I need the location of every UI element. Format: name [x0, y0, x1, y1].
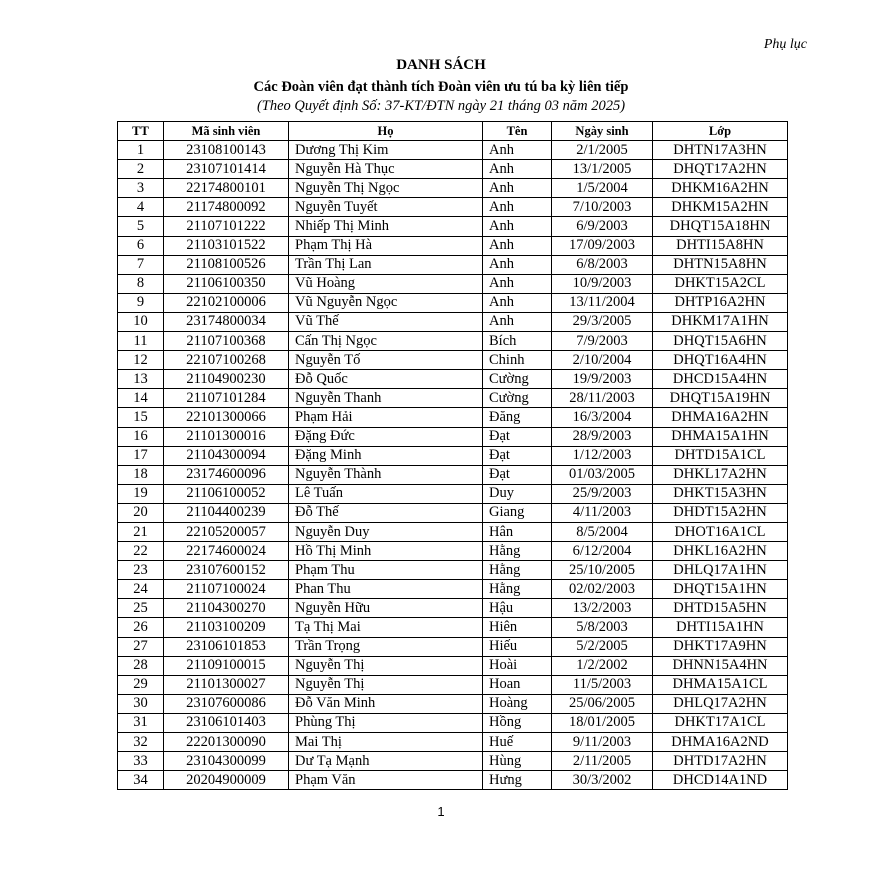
class-code: DHKT15A3HN	[653, 484, 788, 503]
class-code: DHMA16A2HN	[653, 408, 788, 427]
table-row	[118, 694, 788, 713]
birth-date: 1/2/2002	[552, 656, 653, 675]
table-row	[118, 752, 788, 771]
student-id: 22105200057	[164, 522, 289, 541]
student-id: 21104900230	[164, 370, 289, 389]
surname: Đỗ Thế	[289, 503, 483, 522]
document-subtitle: Các Đoàn viên đạt thành tích Đoàn viên ưu tú ba kỳ liên tiếp	[253, 79, 629, 95]
student-id: 21101300016	[164, 427, 289, 446]
class-code: DHQT16A4HN	[653, 351, 788, 370]
member-table	[117, 121, 788, 790]
birth-date: 13/2/2003	[552, 599, 653, 618]
class-code: DHTD15A5HN	[653, 599, 788, 618]
student-id: 23107101414	[164, 160, 289, 179]
row-number: 1	[118, 141, 164, 160]
class-code: DHCD15A4HN	[653, 370, 788, 389]
table-row	[118, 503, 788, 522]
given-name: Huế	[483, 733, 552, 752]
surname: Dư Tạ Mạnh	[289, 752, 483, 771]
column-surname: Họ	[289, 122, 483, 141]
birth-date: 29/3/2005	[552, 312, 653, 331]
row-number: 25	[118, 599, 164, 618]
birth-date: 01/03/2005	[552, 465, 653, 484]
surname: Nguyễn Thị	[289, 675, 483, 694]
given-name: Anh	[483, 255, 552, 274]
given-name: Duy	[483, 484, 552, 503]
given-name: Hưng	[483, 771, 552, 790]
student-id: 21104300270	[164, 599, 289, 618]
surname: Đặng Minh	[289, 446, 483, 465]
surname: Mai Thị	[289, 733, 483, 752]
student-id: 23174600096	[164, 465, 289, 484]
birth-date: 2/1/2005	[552, 141, 653, 160]
surname: Đỗ Văn Minh	[289, 694, 483, 713]
row-number: 32	[118, 733, 164, 752]
column-tt: TT	[118, 122, 164, 141]
table-row	[118, 332, 788, 351]
birth-date: 4/11/2003	[552, 503, 653, 522]
surname: Vũ Nguyễn Ngọc	[289, 293, 483, 312]
row-number: 29	[118, 675, 164, 694]
given-name: Anh	[483, 274, 552, 293]
student-id: 23107600152	[164, 561, 289, 580]
given-name: Hoàng	[483, 694, 552, 713]
birth-date: 6/12/2004	[552, 542, 653, 561]
row-number: 5	[118, 217, 164, 236]
row-number: 13	[118, 370, 164, 389]
student-id: 23108100143	[164, 141, 289, 160]
given-name: Cường	[483, 370, 552, 389]
given-name: Hùng	[483, 752, 552, 771]
surname: Phan Thu	[289, 580, 483, 599]
row-number: 4	[118, 198, 164, 217]
table-row	[118, 484, 788, 503]
table-row	[118, 198, 788, 217]
student-id: 23174800034	[164, 312, 289, 331]
birth-date: 25/9/2003	[552, 484, 653, 503]
surname: Nguyễn Thị	[289, 656, 483, 675]
table-row	[118, 179, 788, 198]
column-given-name: Tên	[483, 122, 552, 141]
given-name: Giang	[483, 503, 552, 522]
birth-date: 7/9/2003	[552, 332, 653, 351]
class-code: DHMA16A2ND	[653, 733, 788, 752]
student-id: 23106101403	[164, 713, 289, 732]
student-id: 21103101522	[164, 236, 289, 255]
student-id: 21174800092	[164, 198, 289, 217]
given-name: Hân	[483, 522, 552, 541]
surname: Nguyễn Tố	[289, 351, 483, 370]
class-code: DHQT17A2HN	[653, 160, 788, 179]
row-number: 8	[118, 274, 164, 293]
given-name: Anh	[483, 141, 552, 160]
class-code: DHKT17A9HN	[653, 637, 788, 656]
given-name: Đạt	[483, 427, 552, 446]
birth-date: 10/9/2003	[552, 274, 653, 293]
surname: Đặng Đức	[289, 427, 483, 446]
birth-date: 17/09/2003	[552, 236, 653, 255]
birth-date: 2/11/2005	[552, 752, 653, 771]
table-row	[118, 274, 788, 293]
surname: Phạm Thu	[289, 561, 483, 580]
birth-date: 30/3/2002	[552, 771, 653, 790]
class-code: DHKM17A1HN	[653, 312, 788, 331]
page-number: 1	[437, 804, 445, 819]
table-row	[118, 618, 788, 637]
surname: Hồ Thị Minh	[289, 542, 483, 561]
given-name: Hiếu	[483, 637, 552, 656]
class-code: DHMA15A1HN	[653, 427, 788, 446]
surname: Nguyễn Hữu	[289, 599, 483, 618]
table-row	[118, 312, 788, 331]
student-id: 21103100209	[164, 618, 289, 637]
given-name: Hoài	[483, 656, 552, 675]
row-number: 21	[118, 522, 164, 541]
birth-date: 7/10/2003	[552, 198, 653, 217]
row-number: 17	[118, 446, 164, 465]
student-id: 21108100526	[164, 255, 289, 274]
row-number: 34	[118, 771, 164, 790]
row-number: 11	[118, 332, 164, 351]
surname: Lê Tuấn	[289, 484, 483, 503]
table-row	[118, 637, 788, 656]
given-name: Đạt	[483, 465, 552, 484]
surname: Trần Thị Lan	[289, 255, 483, 274]
student-id: 22201300090	[164, 733, 289, 752]
table-row	[118, 580, 788, 599]
appendix-label: Phụ lục	[763, 37, 807, 52]
table-row	[118, 427, 788, 446]
table-row	[118, 236, 788, 255]
given-name: Cường	[483, 389, 552, 408]
birth-date: 28/11/2003	[552, 389, 653, 408]
class-code: DHMA15A1CL	[653, 675, 788, 694]
surname: Nguyễn Duy	[289, 522, 483, 541]
birth-date: 6/9/2003	[552, 217, 653, 236]
class-code: DHTD15A1CL	[653, 446, 788, 465]
birth-date: 9/11/2003	[552, 733, 653, 752]
column-birth-date: Ngày sinh	[552, 122, 653, 141]
row-number: 22	[118, 542, 164, 561]
student-id: 21109100015	[164, 656, 289, 675]
row-number: 24	[118, 580, 164, 599]
table-row	[118, 465, 788, 484]
class-code: DHLQ17A2HN	[653, 694, 788, 713]
surname: Phạm Văn	[289, 771, 483, 790]
given-name: Bích	[483, 332, 552, 351]
row-number: 31	[118, 713, 164, 732]
given-name: Hằng	[483, 561, 552, 580]
row-number: 9	[118, 293, 164, 312]
student-id: 21106100052	[164, 484, 289, 503]
given-name: Hiên	[483, 618, 552, 637]
birth-date: 13/11/2004	[552, 293, 653, 312]
given-name: Anh	[483, 312, 552, 331]
row-number: 6	[118, 236, 164, 255]
surname: Đỗ Quốc	[289, 370, 483, 389]
birth-date: 5/2/2005	[552, 637, 653, 656]
row-number: 16	[118, 427, 164, 446]
table-row	[118, 370, 788, 389]
class-code: DHTI15A8HN	[653, 236, 788, 255]
class-code: DHQT15A6HN	[653, 332, 788, 351]
class-code: DHCD14A1ND	[653, 771, 788, 790]
birth-date: 18/01/2005	[552, 713, 653, 732]
given-name: Hoan	[483, 675, 552, 694]
decision-reference: (Theo Quyết định Số: 37-KT/ĐTN ngày 21 tháng 03 năm 2025)	[256, 98, 626, 114]
table-header-row	[118, 122, 788, 141]
surname: Nguyễn Hà Thục	[289, 160, 483, 179]
birth-date: 13/1/2005	[552, 160, 653, 179]
row-number: 2	[118, 160, 164, 179]
class-code: DHDT15A2HN	[653, 503, 788, 522]
class-code: DHKT15A2CL	[653, 274, 788, 293]
student-id: 20204900009	[164, 771, 289, 790]
birth-date: 1/5/2004	[552, 179, 653, 198]
birth-date: 19/9/2003	[552, 370, 653, 389]
table-body	[118, 141, 788, 790]
surname: Phạm Thị Hà	[289, 236, 483, 255]
table-row	[118, 771, 788, 790]
birth-date: 11/5/2003	[552, 675, 653, 694]
student-id: 21107101222	[164, 217, 289, 236]
table-row	[118, 675, 788, 694]
student-id: 22174800101	[164, 179, 289, 198]
class-code: DHTD17A2HN	[653, 752, 788, 771]
class-code: DHTN15A8HN	[653, 255, 788, 274]
student-id: 22101300066	[164, 408, 289, 427]
table-row	[118, 389, 788, 408]
row-number: 28	[118, 656, 164, 675]
row-number: 3	[118, 179, 164, 198]
birth-date: 25/10/2005	[552, 561, 653, 580]
class-code: DHTN17A3HN	[653, 141, 788, 160]
student-id: 23107600086	[164, 694, 289, 713]
surname: Phùng Thị	[289, 713, 483, 732]
table-header	[118, 122, 788, 141]
surname: Nguyễn Thanh	[289, 389, 483, 408]
surname: Tạ Thị Mai	[289, 618, 483, 637]
surname: Cấn Thị Ngọc	[289, 332, 483, 351]
row-number: 19	[118, 484, 164, 503]
column-class: Lớp	[653, 122, 788, 141]
given-name: Anh	[483, 160, 552, 179]
class-code: DHQT15A19HN	[653, 389, 788, 408]
surname: Nhiếp Thị Minh	[289, 217, 483, 236]
surname: Phạm Hải	[289, 408, 483, 427]
student-id: 23104300099	[164, 752, 289, 771]
class-code: DHLQ17A1HN	[653, 561, 788, 580]
student-id: 22174600024	[164, 542, 289, 561]
surname: Vũ Thế	[289, 312, 483, 331]
student-id: 21104300094	[164, 446, 289, 465]
surname: Vũ Hoàng	[289, 274, 483, 293]
class-code: DHTP16A2HN	[653, 293, 788, 312]
birth-date: 2/10/2004	[552, 351, 653, 370]
given-name: Hậu	[483, 599, 552, 618]
birth-date: 28/9/2003	[552, 427, 653, 446]
given-name: Hằng	[483, 580, 552, 599]
given-name: Chinh	[483, 351, 552, 370]
row-number: 7	[118, 255, 164, 274]
row-number: 15	[118, 408, 164, 427]
given-name: Hằng	[483, 542, 552, 561]
surname: Nguyễn Thị Ngọc	[289, 179, 483, 198]
surname: Nguyễn Thành	[289, 465, 483, 484]
table-row	[118, 141, 788, 160]
column-student-id: Mã sinh viên	[164, 122, 289, 141]
class-code: DHKL16A2HN	[653, 542, 788, 561]
student-id: 22102100006	[164, 293, 289, 312]
birth-date: 16/3/2004	[552, 408, 653, 427]
given-name: Đạt	[483, 446, 552, 465]
class-code: DHKM15A2HN	[653, 198, 788, 217]
table-row	[118, 561, 788, 580]
class-code: DHNN15A4HN	[653, 656, 788, 675]
table-row	[118, 599, 788, 618]
student-id: 21101300027	[164, 675, 289, 694]
row-number: 27	[118, 637, 164, 656]
row-number: 23	[118, 561, 164, 580]
student-id: 21107101284	[164, 389, 289, 408]
row-number: 12	[118, 351, 164, 370]
surname: Nguyễn Tuyết	[289, 198, 483, 217]
table-row	[118, 446, 788, 465]
birth-date: 5/8/2003	[552, 618, 653, 637]
table-row	[118, 255, 788, 274]
class-code: DHQT15A18HN	[653, 217, 788, 236]
class-code: DHKL17A2HN	[653, 465, 788, 484]
surname: Dương Thị Kim	[289, 141, 483, 160]
row-number: 33	[118, 752, 164, 771]
class-code: DHKM16A2HN	[653, 179, 788, 198]
row-number: 20	[118, 503, 164, 522]
class-code: DHQT15A1HN	[653, 580, 788, 599]
table-row	[118, 733, 788, 752]
row-number: 14	[118, 389, 164, 408]
student-id: 23106101853	[164, 637, 289, 656]
given-name: Anh	[483, 198, 552, 217]
table-row	[118, 656, 788, 675]
birth-date: 6/8/2003	[552, 255, 653, 274]
table-row	[118, 351, 788, 370]
birth-date: 25/06/2005	[552, 694, 653, 713]
surname: Trần Trọng	[289, 637, 483, 656]
table-row	[118, 522, 788, 541]
table-row	[118, 217, 788, 236]
birth-date: 02/02/2003	[552, 580, 653, 599]
student-id: 21107100024	[164, 580, 289, 599]
given-name: Anh	[483, 293, 552, 312]
row-number: 18	[118, 465, 164, 484]
document-title: DANH SÁCH	[396, 57, 486, 73]
table-row	[118, 408, 788, 427]
table-row	[118, 713, 788, 732]
table-row	[118, 542, 788, 561]
row-number: 30	[118, 694, 164, 713]
given-name: Đăng	[483, 408, 552, 427]
birth-date: 1/12/2003	[552, 446, 653, 465]
given-name: Anh	[483, 179, 552, 198]
class-code: DHKT17A1CL	[653, 713, 788, 732]
given-name: Anh	[483, 217, 552, 236]
class-code: DHTI15A1HN	[653, 618, 788, 637]
student-id: 21106100350	[164, 274, 289, 293]
row-number: 26	[118, 618, 164, 637]
table-row	[118, 160, 788, 179]
birth-date: 8/5/2004	[552, 522, 653, 541]
student-id: 21107100368	[164, 332, 289, 351]
given-name: Hồng	[483, 713, 552, 732]
student-id: 21104400239	[164, 503, 289, 522]
student-id: 22107100268	[164, 351, 289, 370]
table-row	[118, 293, 788, 312]
row-number: 10	[118, 312, 164, 331]
given-name: Anh	[483, 236, 552, 255]
class-code: DHOT16A1CL	[653, 522, 788, 541]
